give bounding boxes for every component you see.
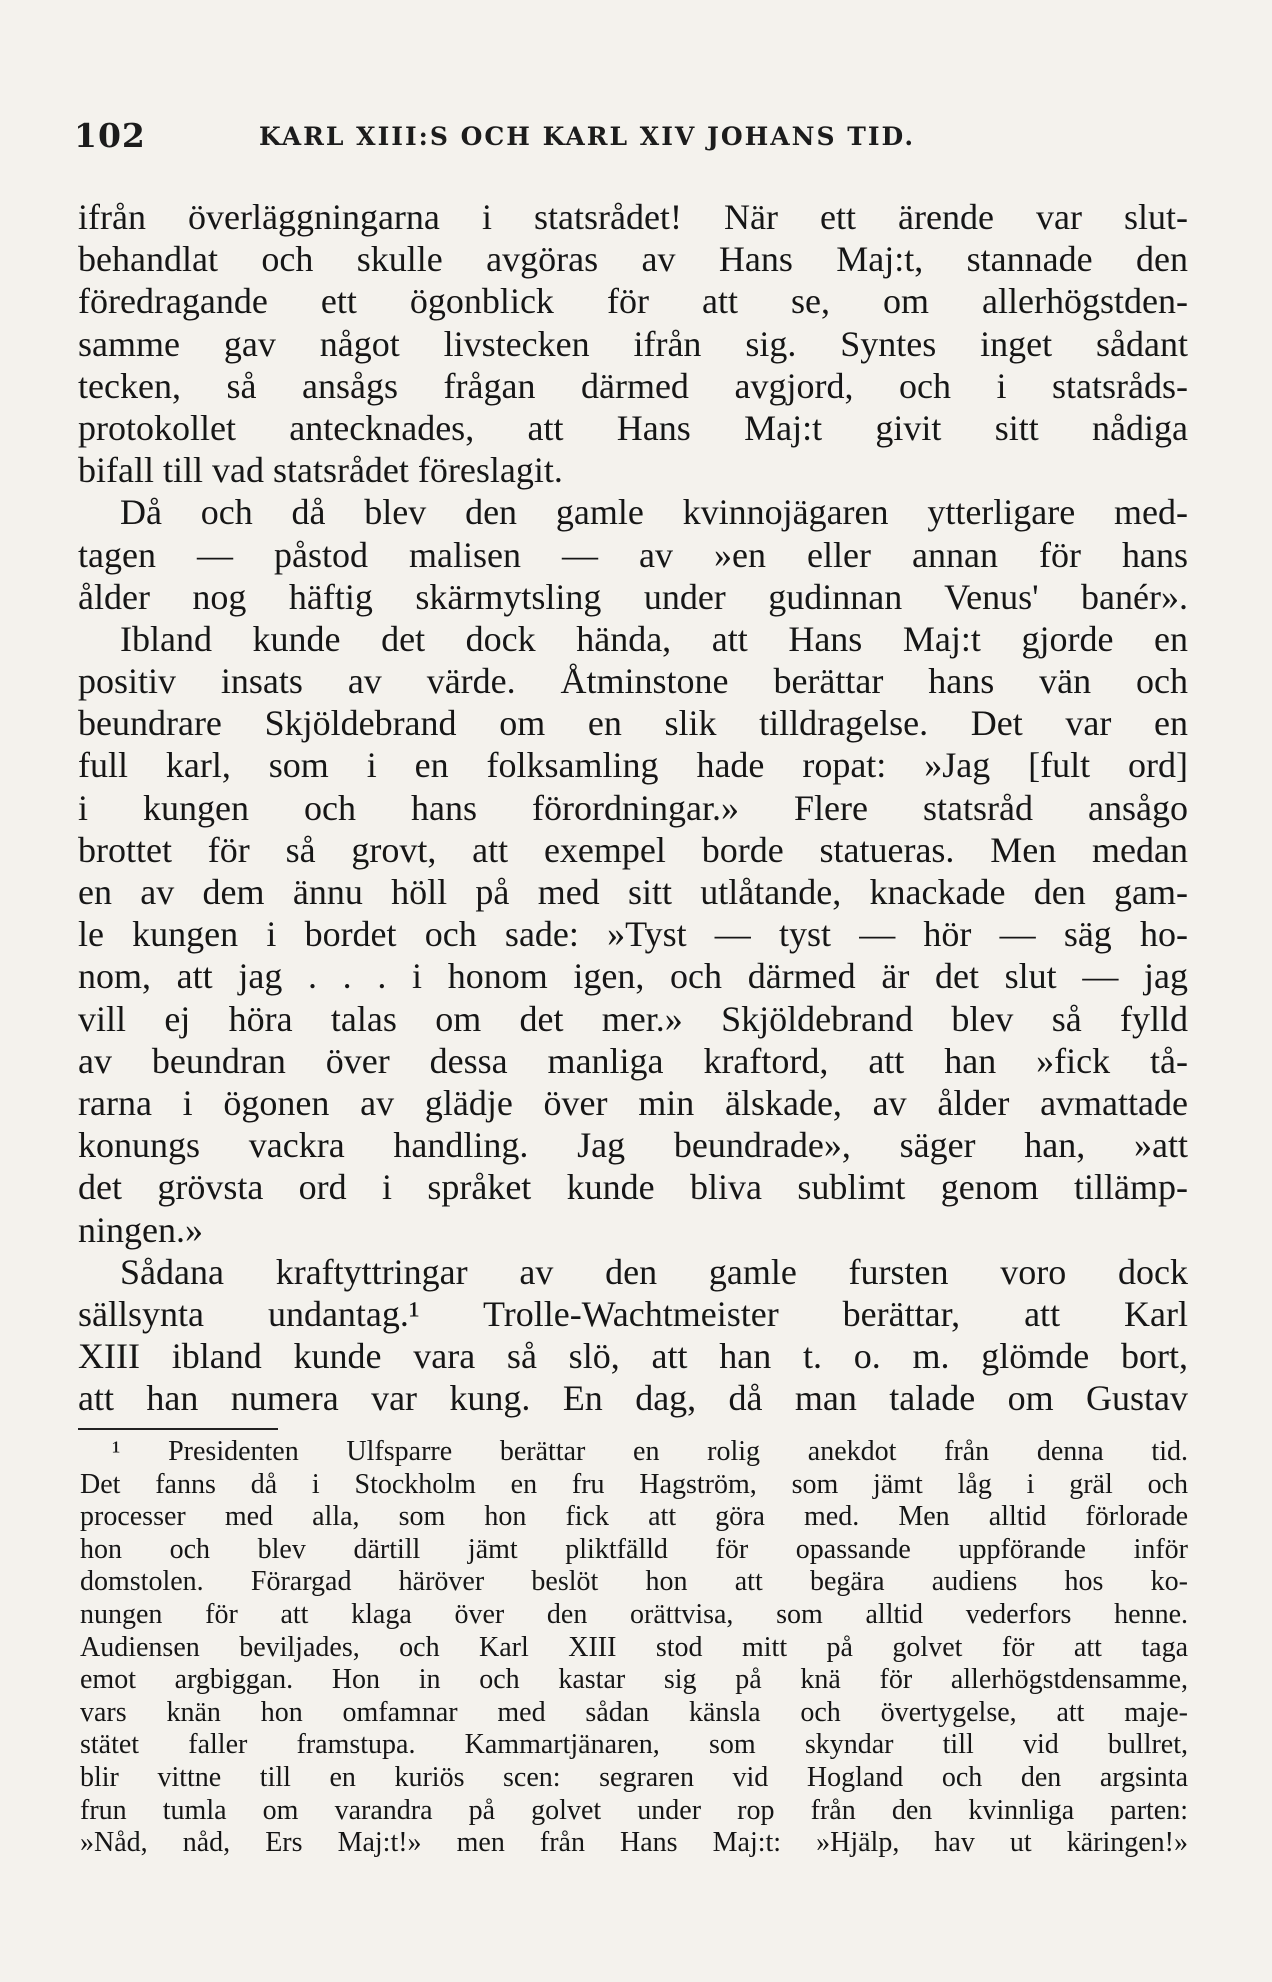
body-line: samme gav något livstecken ifrån sig. Syntes inget sådant [78, 323, 1188, 364]
body-line: bifall till vad statsrådet föreslagit. [78, 450, 563, 491]
body-line: brottet för så grovt, att exempel borde statueras. Men medan [78, 829, 1188, 870]
footnote-line: Audiensen beviljades, och Karl XIII stod mitt på golvet för att taga [80, 1631, 1188, 1663]
body-line: positiv insats av värde. Åtminstone berättar hans vän och [78, 661, 1188, 702]
body-line: föredragande ett ögonblick för att se, om allerhögstden- [78, 281, 1188, 322]
body-line: det grövsta ord i språket kunde bliva sublimt genom tillämp- [78, 1167, 1188, 1208]
footnote [80, 1436, 1188, 1860]
running-head: KARL XIII:S OCH KARL XIV JOHANS TID. [259, 122, 916, 151]
body-line: en av dem ännu höll på med sitt utlåtande, knackade den gam- [78, 872, 1188, 912]
body-line: Då och då blev den gamle kvinnojägaren ytterligare med- [120, 492, 1188, 533]
body-line: Sådana kraftyttringar av den gamle fursten voro dock [120, 1251, 1188, 1292]
body-line: ningen.» [78, 1209, 203, 1250]
body-line: XIII ibland kunde vara så slö, att han t. o. m. glömde bort, [78, 1336, 1188, 1377]
body-line: konungs vackra handling. Jag beundrade», säger han, »att [78, 1125, 1188, 1166]
body-line: Ibland kunde det dock hända, att Hans Maj:t gjorde en [120, 618, 1188, 659]
body-line: protokollet antecknades, att Hans Maj:t givit sitt nådiga [78, 407, 1188, 448]
body-line: beundrare Skjöldebrand om en slik tilldragelse. Det var en [78, 703, 1188, 744]
body-line: av beundran över dessa manliga kraftord, att han »fick tå- [78, 1040, 1188, 1081]
page-number: 102 [74, 116, 146, 155]
footnote-line: domstolen. Förargad häröver beslöt hon att begära audiens hos ko- [80, 1566, 1188, 1598]
body-line: behandlat och skulle avgöras av Hans Maj:t, stannade den [78, 239, 1188, 280]
footnote-divider [78, 1428, 278, 1430]
body-line: ålder nog häftig skärmytsling under gudinnan Venus' banér». [78, 576, 1188, 617]
footnote-line: hon och blev därtill jämt pliktfälld för opassande uppförande inför [80, 1533, 1188, 1565]
page-header [74, 116, 1194, 166]
footnote-line: frun tumla om varandra på golvet under rop från den kvinnliga parten: [80, 1794, 1188, 1826]
footnote-line: »Nåd, nåd, Ers Maj:t!» men från Hans Maj:t: »Hjälp, hav ut käringen!» [80, 1827, 1188, 1859]
footnote-line: ¹ Presidenten Ulfsparre berättar en rolig anekdot från denna tid. [112, 1436, 1188, 1467]
body-line: rarna i ögonen av glädje över min älskade, av ålder avmattade [78, 1082, 1188, 1123]
body-line: sällsynta undantag.¹ Trolle-Wachtmeister berättar, att Karl [78, 1293, 1188, 1334]
footnote-line: processer med alla, som hon fick att göra med. Men alltid förlorade [80, 1501, 1188, 1533]
body-line: nom, att jag . . . i honom igen, och därmed är det slut — jag [78, 956, 1188, 997]
body-line: le kungen i bordet och sade: »Tyst — tyst — hör — säg ho- [78, 914, 1188, 955]
footnote-line: vars knän hon omfamnar med sådan känsla och övertygelse, att maje- [80, 1696, 1188, 1728]
body-line: att han numera var kung. En dag, då man talade om Gustav [78, 1378, 1188, 1419]
body-line: full karl, som i en folksamling hade ropat: »Jag [fult ord] [78, 745, 1188, 786]
body-text [78, 196, 1188, 1419]
body-line: vill ej höra talas om det mer.» Skjöldebrand blev så fylld [78, 998, 1188, 1039]
footnote-line: stätet faller framstupa. Kammartjänaren, som skyndar till vid bullret, [80, 1729, 1188, 1761]
body-line: tagen — påstod malisen — av »en eller annan för hans [78, 534, 1188, 575]
footnote-line: nungen för att klaga över den orättvisa, som alltid vederfors henne. [80, 1598, 1188, 1630]
body-line: tecken, så ansågs frågan därmed avgjord, och i statsråds- [78, 365, 1188, 406]
body-line: ifrån överläggningarna i statsrådet! När ett ärende var slut- [78, 197, 1188, 237]
footnote-line: emot argbiggan. Hon in och kastar sig på knä för allerhögstdensamme, [80, 1664, 1188, 1696]
footnote-line: Det fanns då i Stockholm en fru Hagström, som jämt låg i gräl och [80, 1468, 1188, 1500]
footnote-line: blir vittne till en kuriös scen: segraren vid Hogland och den argsinta [80, 1761, 1188, 1793]
body-line: i kungen och hans förordningar.» Flere statsråd ansågo [78, 787, 1188, 828]
